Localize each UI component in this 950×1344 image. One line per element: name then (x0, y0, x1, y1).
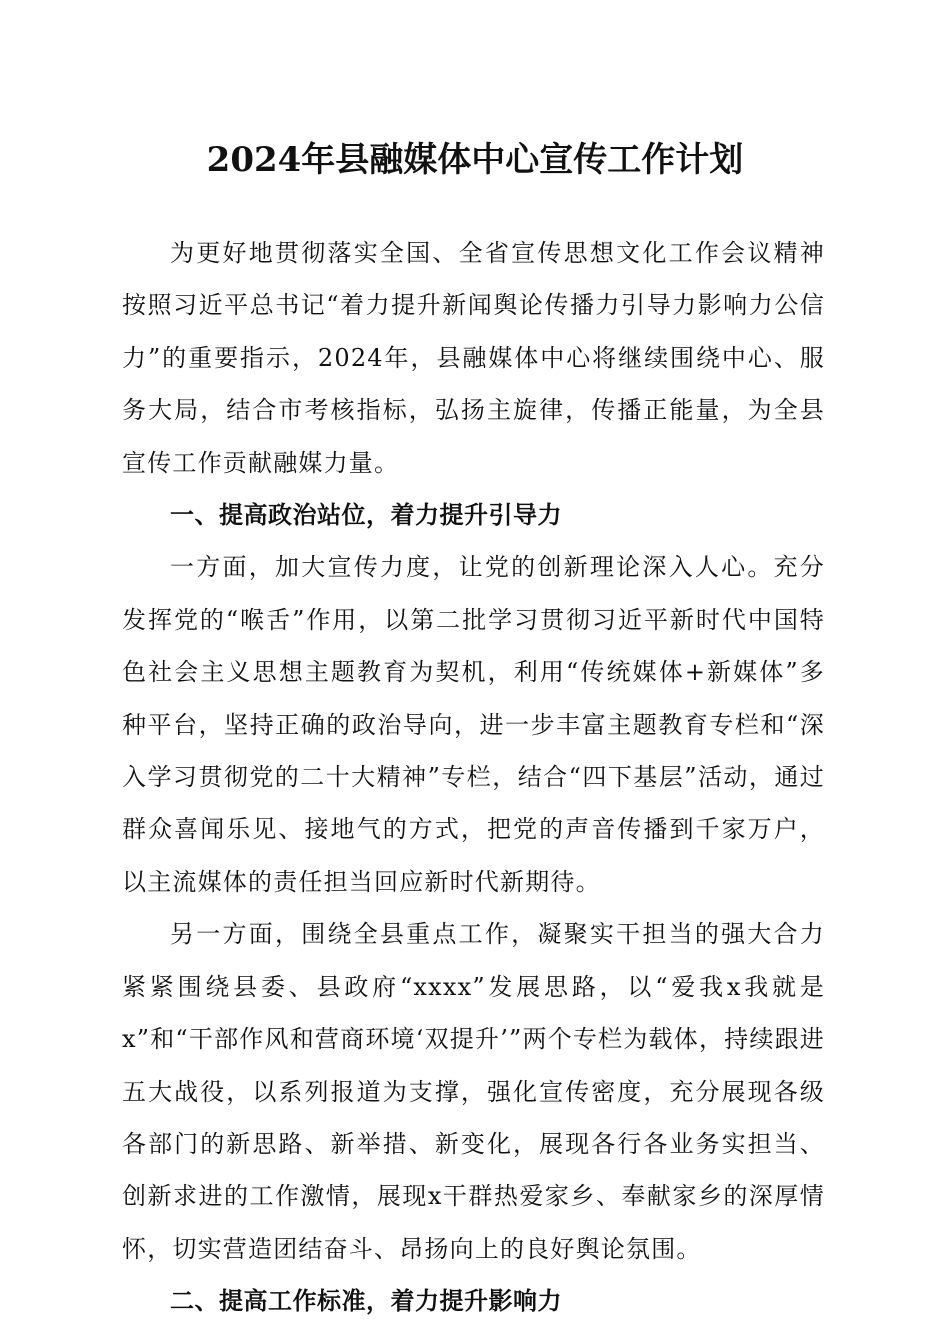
document-body (122, 227, 825, 1328)
section-1-paragraph-2: 另一方面，围绕全县重点工作，凝聚实干担当的强大合力紧紧围绕县委、县政府“xxxx”发展思路，以“爱我x我就是x”和“干部作风和营商环境‘双提升’”两个专栏为载体，持续跟进五大战役，以系列报道为支撑，强化宣传密度，充分展现各级各部门的新思路、新举措、新变化，展现各行各业务实担当、创新求进的工作激情，展现x干群热爱家乡、奉献家乡的深厚情怀，切实营造团结奋斗、昂扬向上的良好舆论氛围。 (122, 920, 825, 1263)
section-1-paragraph-1: 一方面，加大宣传力度，让党的创新理论深入人心。充分发挥党的“喉舌”作用，以第二批学习贯彻习近平新时代中国特色社会主义思想主题教育为契机，利用“传统媒体+新媒体”多种平台，坚持正确的政治导向，进一步丰富主题教育专栏和“深入学习贯彻党的二十大精神”专栏，结合“四下基层”活动，通过群众喜闻乐见、接地气的方式，把党的声音传播到千家万户，以主流媒体的责任担当回应新时代新期待。 (122, 553, 825, 896)
section-heading-2: 二、提高工作标准，着力提升影响力 (170, 1287, 562, 1316)
document-title: 2024年县融媒体中心宣传工作计划 (206, 140, 744, 180)
intro-paragraph: 为更好地贯彻落实全国、全省宣传思想文化工作会议精神按照习近平总书记“着力提升新闻舆论传播力引导力影响力公信力”的重要指示，2024年，县融媒体中心将继续围绕中心、服务大局，结合市考核指标，弘扬主旋律，传播正能量，为全县宣传工作贡献融媒力量。 (122, 239, 825, 477)
section-heading-1: 一、提高政治站位，着力提升引导力 (170, 501, 562, 530)
